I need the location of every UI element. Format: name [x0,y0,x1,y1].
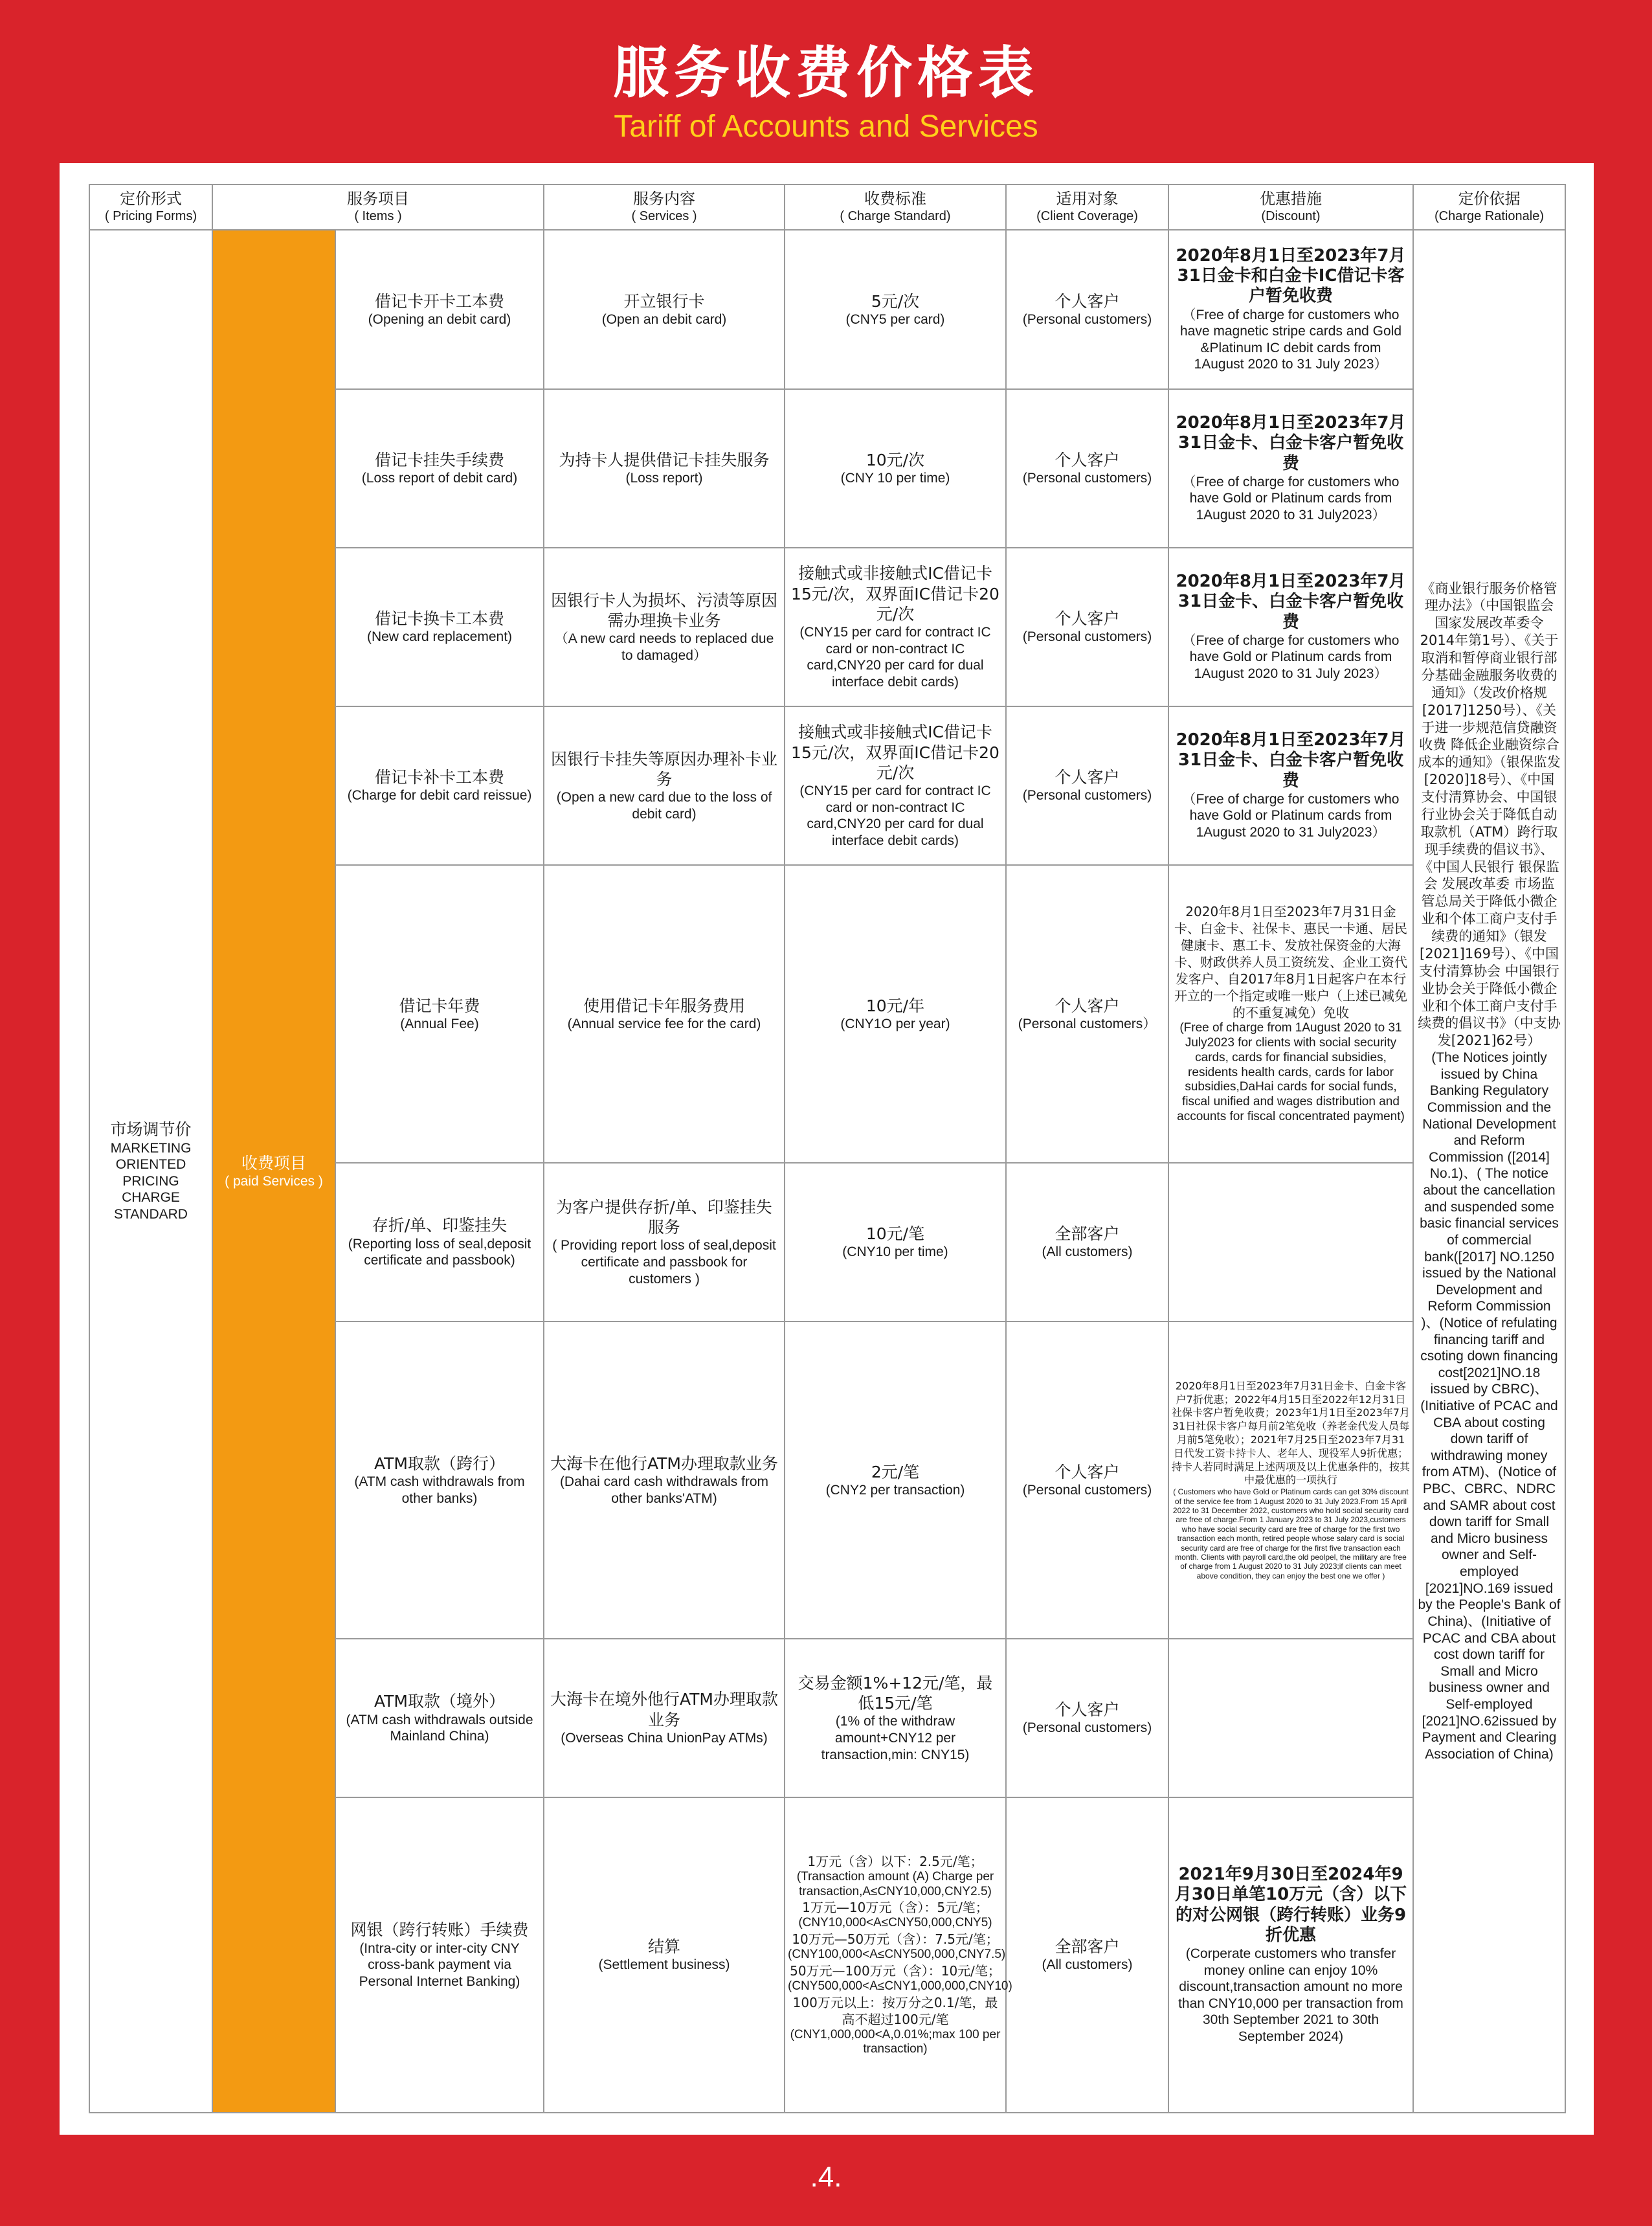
item-cell: ATM取款（跨行） (ATM cash withdrawals from other banks) [335,1321,544,1639]
header-items: 服务项目 ( Items ) [212,185,544,230]
item-cell: 借记卡年费 (Annual Fee) [335,865,544,1163]
charge-cell: 10元/年 (CNY1O per year) [785,865,1006,1163]
discount-cell: 2020年8月1日至2023年7月31日金卡、白金卡客户暂免收费 （Free of charge for customers who have Gold or Platinum cards from 1August 2020 to 31 July 2023） [1168,548,1413,706]
charge-cell: 2元/笔 (CNY2 per transaction) [785,1321,1006,1639]
page-title: 服务收费价格表 [613,41,1039,106]
client-cell: 个人客户 (Personal customers) [1006,706,1168,865]
header-client-coverage: 适用对象 (Client Coverage) [1006,185,1168,230]
rationale-cell: 《商业银行服务价格管理办法》（中国银监会 国家发展改革委令2014年第1号）、《关于取消和暂停商业银行部分基础金融服务收费的通知》（发改价格规[2017]1250号）、《关于进一步规范信贷融资收费 降低企业融资综合成本的通知》（银保监发[2020]18号）、《中国支付清算协会、中国银行业协会关于降低自动取款机（ATM）跨行取现手续费的倡议书》、《中国人民银行 银保监会 发展改革委 市场监管总局关于降低小微企业和个体工商户支付手续费的通知》（银发[2021]169号）、《中国支付清算协会 中国银行业协会关于降低小微企业和个体工商户支付手续费的倡议书》（中支协发[2021]62号） (The Notices jointly issued by China Banking Regulatory Commission and the National Development and Reform Commission ([2014] No.1)、( The notice about the cancellation and suspended some basic financial services of commercial bank([2017] NO.1250 issued by the National Development and Reform Commission )、(Notice of refulating financing tariff and csoting down financing cost[2021]NO.18 issued by CBRC)、(Initiative of PCAC and CBA about costing down tariff of withdrawing money from ATM)、(Notice of PBC、CBRC、NDRC and SAMR about cost down tariff for Small and Micro business owner and Self-employed [2021]NO.169 issued by the People's Bank of China)、(Initiative of PCAC and CBA about cost down tariff for Small and Micro business owner and Self-employed [2021]NO.62issued by Payment and Clearing Association of China) [1413,230,1565,2113]
item-cell: 网银（跨行转账）手续费 (Intra-city or inter-city CNY cross-bank payment via Personal Internet Banking) [335,1797,544,2113]
charge-cell: 交易金额1%+12元/笔，最低15元/笔 (1% of the withdraw amount+CNY12 per transaction,min: CNY15) [785,1639,1006,1797]
service-cell: 大海卡在境外他行ATM办理取款业务 (Overseas China UnionPay ATMs) [544,1639,785,1797]
tariff-table [89,184,1566,2113]
page-subtitle: Tariff of Accounts and Services [614,109,1038,144]
charge-cell: 1万元（含）以下：2.5元/笔； (Transaction amount (A) Charge per transaction,A≤CNY10,000,CNY2.5) 1万元—10万元（含）：5元/笔； (CNY10,000<A≤CNY50,000,CNY5) 10万元—50万元（含）：7.5元/笔； (CNY100,000<A≤CNY500,000,CNY7.5) 50万元—100万元（含）：10元/笔； (CNY500,000<A≤CNY1,000,000,CNY10) 100万元以上：按万分之0.1/笔，最高不超过100元/笔 (CNY1,000,000<A,0.01%;max 100 per transaction) [785,1797,1006,2113]
item-cell: 借记卡开卡工本费 (Opening an debit card) [335,230,544,389]
charge-cell: 5元/次 (CNY5 per card) [785,230,1006,389]
discount-cell: 2020年8月1日至2023年7月31日金卡、白金卡客户暂免收费 （Free of charge for customers who have Gold or Platinum cards from 1August 2020 to 31 July2023） [1168,706,1413,865]
service-cell: 因银行卡人为损坏、污渍等原因需办理换卡业务 （A new card needs to replaced due to damaged） [544,548,785,706]
service-cell: 结算 (Settlement business) [544,1797,785,2113]
header-discount: 优惠措施 (Discount) [1168,185,1413,230]
item-cell: 存折/单、印鉴挂失 (Reporting loss of seal,deposit certificate and passbook) [335,1163,544,1321]
pricing-form-cell: 市场调节价 MARKETING ORIENTED PRICING CHARGE STANDARD [89,230,212,2113]
header-charge-rationale: 定价依据 (Charge Rationale) [1413,185,1565,230]
category-cell: 收费项目 ( paid Services ) [212,230,335,2113]
client-cell: 全部客户 (All customers) [1006,1163,1168,1321]
service-cell: 大海卡在他行ATM办理取款业务 (Dahai card cash withdrawals from other banks'ATM) [544,1321,785,1639]
item-cell: ATM取款（境外） (ATM cash withdrawals outside Mainland China) [335,1639,544,1797]
discount-cell: 2021年9月30日至2024年9月30日单笔10万元（含）以下的对公网银（跨行转账）业务9折优惠 (Corperate customers who transfer money online can enjoy 10% discount,transaction amount no more than CNY10,000 per transaction from 30th September 2021 to 30th September 2024) [1168,1797,1413,2113]
charge-cell: 接触式或非接触式IC借记卡15元/次，双界面IC借记卡20元/次 (CNY15 per card for contract IC card or non-contract IC card,CNY20 per card for dual interface debit cards) [785,548,1006,706]
header-pricing-forms: 定价形式 ( Pricing Forms) [89,185,212,230]
discount-cell: 2020年8月1日至2023年7月31日金卡、白金卡、社保卡、惠民一卡通、居民健康卡、惠工卡、发放社保资金的大海卡、财政供养人员工资统发、企业工资代发客户、自2017年8月1日起客户在本行开立的一个指定或唯一账户（上述已减免的不重复减免）免收 (Free of charge from 1August 2020 to 31 July2023 for clients with social security cards, cards for financial subsidies, residents health cards, cards for labor subsidies,DaHai cards for social funds, fiscal unified and wages distribution and accounts for fiscal concentrated payment) [1168,865,1413,1163]
header-services: 服务内容 ( Services ) [544,185,785,230]
item-cell: 借记卡换卡工本费 (New card replacement) [335,548,544,706]
charge-cell: 接触式或非接触式IC借记卡15元/次，双界面IC借记卡20元/次 (CNY15 per card for contract IC card or non-contract IC card,CNY20 per card for dual interface debit cards) [785,706,1006,865]
service-cell: 使用借记卡年服务费用 (Annual service fee for the card) [544,865,785,1163]
client-cell: 个人客户 (Personal customers) [1006,548,1168,706]
service-cell: 开立银行卡 (Open an debit card) [544,230,785,389]
service-cell: 因银行卡挂失等原因办理补卡业务 (Open a new card due to the loss of debit card) [544,706,785,865]
client-cell: 个人客户 (Personal customers) [1006,1321,1168,1639]
discount-cell: 2020年8月1日至2023年7月31日金卡、白金卡客户暂免收费 （Free of charge for customers who have Gold or Platinum cards from 1August 2020 to 31 July2023） [1168,389,1413,548]
client-cell: 全部客户 (All customers) [1006,1797,1168,2113]
charge-cell: 10元/次 (CNY 10 per time) [785,389,1006,548]
client-cell: 个人客户 (Personal customers） [1006,865,1168,1163]
item-cell: 借记卡补卡工本费 (Charge for debit card reissue) [335,706,544,865]
discount-cell: 2020年8月1日至2023年7月31日金卡和白金卡IC借记卡客户暂免收费 （Free of charge for customers who have magnetic stripe cards and Gold &Platinum IC debit cards from 1August 2020 to 31 July 2023） [1168,230,1413,389]
page-number: .4. [810,2161,842,2193]
table-row [89,230,1565,389]
charge-cell: 10元/笔 (CNY10 per time) [785,1163,1006,1321]
tariff-panel [60,163,1594,2135]
client-cell: 个人客户 (Personal customers) [1006,230,1168,389]
header-charge-standard: 收费标准 ( Charge Standard) [785,185,1006,230]
discount-cell: 2020年8月1日至2023年7月31日金卡、白金卡客户7折优惠；2022年4月15日至2022年12月31日社保卡客户暂免收费；2023年1月1日至2023年7月31日社保卡客户每月前2笔免收（养老金代发人员每月前5笔免收）；2021年7月25日至2023年7月31日代发工资卡持卡人、老年人、现役军人9折优惠；持卡人若同时满足上述两项及以上优惠条件的，按其中最优惠的一项执行 ( Customers who have Gold or Platinum cards can get 30% discount of the service fee from 1 August 2020 to 31 July 2023.From 15 April 2022 to 31 December 2022, customers who hold social security card are free of charge.From 1 January 2023 to 31 July 2023,customers who have social security card are free of charge for the first two transaction each month, retired people whose salary card is social security card are free of charge for the first five transaction each month. Clients with payroll card,the old peolpel, the military are free of charge from 1 August 2020 to 31 July 2023;if clients can meet above condition, they can enjoy the best one we offer ) [1168,1321,1413,1639]
discount-cell [1168,1639,1413,1797]
header-row [89,185,1565,230]
service-cell: 为客户提供存折/单、印鉴挂失服务 ( Providing report loss of seal,deposit certificate and passbook for customers ) [544,1163,785,1321]
service-cell: 为持卡人提供借记卡挂失服务 (Loss report) [544,389,785,548]
client-cell: 个人客户 (Personal customers) [1006,1639,1168,1797]
discount-cell [1168,1163,1413,1321]
client-cell: 个人客户 (Personal customers) [1006,389,1168,548]
item-cell: 借记卡挂失手续费 (Loss report of debit card) [335,389,544,548]
